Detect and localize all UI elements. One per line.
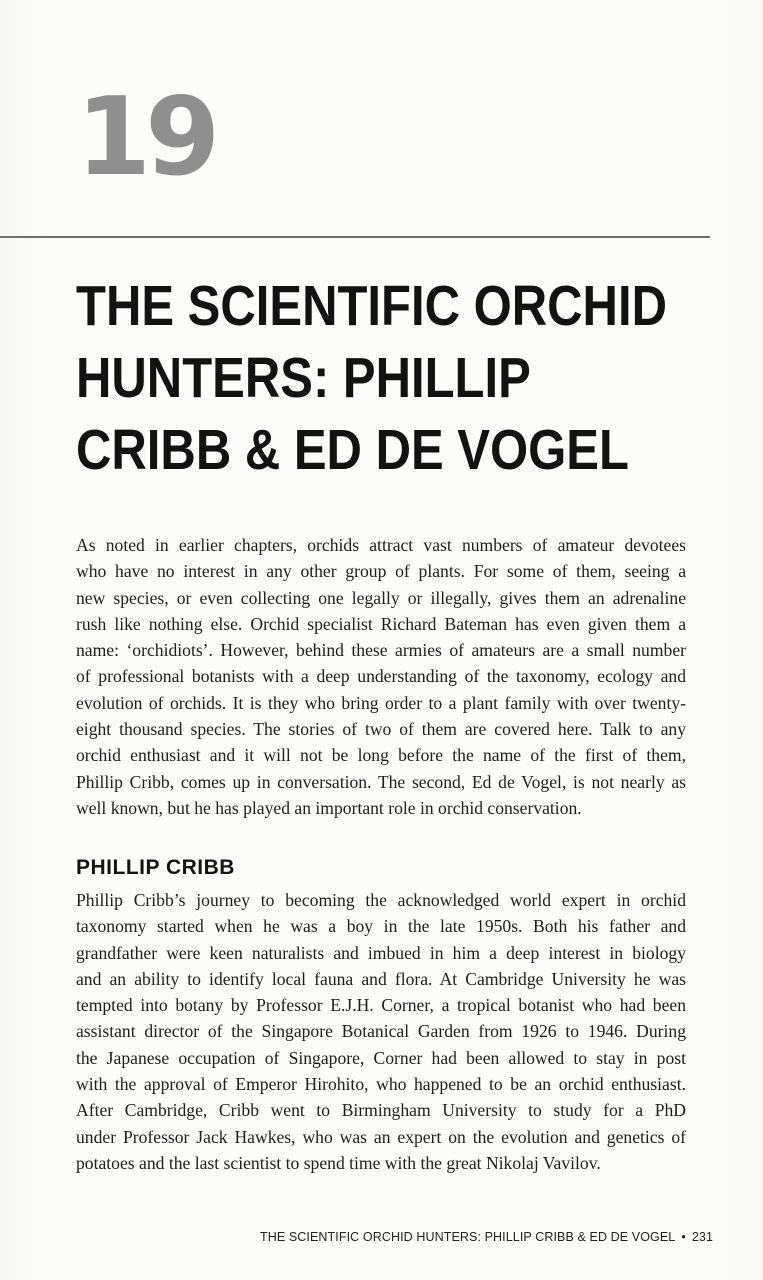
chapter-title-line: THE SCIENTIFIC ORCHID: [76, 274, 667, 338]
text-line: taxonomy started when he was a boy in the late 1950s. Both his father and: [76, 916, 686, 937]
text-line: After Cambridge, Cribb went to Birmingham University to study for a PhD: [76, 1100, 686, 1121]
text-line: name: ‘orchidiots’. However, behind these armies of amateurs are a small number: [76, 640, 686, 661]
section-heading: PHILLIP CRIBB: [76, 856, 235, 879]
section-paragraph: [76, 887, 686, 1176]
running-title: THE SCIENTIFIC ORCHID HUNTERS: PHILLIP CRIBB & ED DE VOGEL: [259, 1230, 676, 1244]
footer-bullet: •: [681, 1230, 686, 1244]
chapter-title: [76, 270, 716, 486]
text-line: rush like nothing else. Orchid specialist Richard Bateman has even given them a: [76, 613, 686, 634]
text-line: well known, but he has played an important role in orchid conservation.: [76, 797, 582, 818]
text-line: tempted into botany by Professor E.J.H. Corner, a tropical botanist who had been: [76, 995, 686, 1016]
chapter-title-line: HUNTERS: PHILLIP: [76, 346, 531, 410]
chapter-divider-rule: [0, 236, 710, 238]
text-line: grandfather were keen naturalists and imbued in him a deep interest in biology: [76, 942, 686, 963]
text-line: and an ability to identify local fauna and flora. At Cambridge University he was: [76, 968, 686, 989]
text-line: Phillip Cribb, comes up in conversation. The second, Ed de Vogel, is not nearly as: [76, 771, 686, 792]
text-line: under Professor Jack Hawkes, who was an expert on the evolution and genetics of: [76, 1126, 686, 1147]
text-line: assistant director of the Singapore Botanical Garden from 1926 to 1946. During: [76, 1021, 686, 1042]
text-line: new species, or even collecting one legally or illegally, gives them an adrenaline: [76, 587, 686, 608]
intro-paragraph: [76, 532, 686, 821]
text-line: of professional botanists with a deep understanding of the taxonomy, ecology and: [76, 666, 686, 687]
chapter-title-line: CRIBB & ED DE VOGEL: [76, 418, 629, 482]
text-line: eight thousand species. The stories of two of them are covered here. Talk to any: [76, 719, 686, 740]
text-line: who have no interest in any other group of plants. For some of them, seeing a: [76, 561, 686, 582]
text-line: with the approval of Emperor Hirohito, who happened to be an orchid enthusiast.: [76, 1074, 686, 1095]
text-line: As noted in earlier chapters, orchids attract vast numbers of amateur devotees: [76, 535, 686, 555]
text-line: the Japanese occupation of Singapore, Corner had been allowed to stay in post: [76, 1047, 686, 1068]
text-line: evolution of orchids. It is they who bring order to a plant family with over twenty-: [76, 692, 686, 713]
chapter-number: 19: [76, 75, 215, 200]
text-line: Phillip Cribb’s journey to becoming the acknowledged world expert in orchid: [76, 890, 686, 910]
running-footer: [260, 1230, 713, 1244]
text-line: potatoes and the last scientist to spend time with the great Nikolaj Vavilov.: [76, 1152, 601, 1173]
text-line: orchid enthusiast and it will not be long before the name of the first of them,: [76, 745, 686, 766]
page-number: 231: [691, 1230, 713, 1244]
